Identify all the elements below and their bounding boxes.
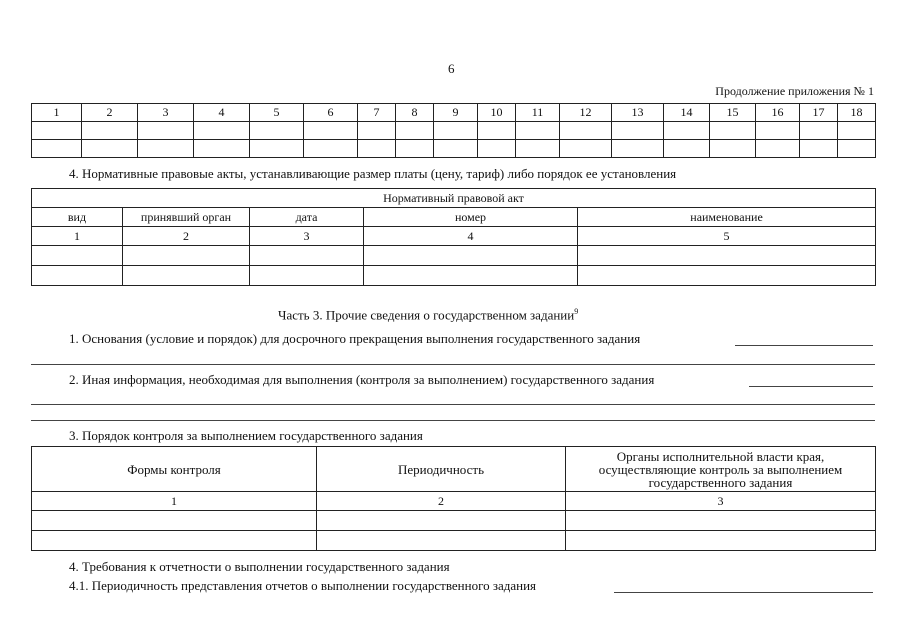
item1-line-2[interactable] xyxy=(31,364,875,365)
col-name: наименование xyxy=(578,208,876,227)
top-table-header-row xyxy=(32,104,876,122)
top-col-13: 13 xyxy=(612,104,664,122)
col-periodicity: Периодичность xyxy=(317,447,566,492)
table-row xyxy=(32,511,876,531)
col-date: дата xyxy=(250,208,364,227)
normative-acts-table xyxy=(31,188,876,286)
col-issuing-body: принявший орган xyxy=(123,208,250,227)
table-row xyxy=(32,531,876,551)
num-1: 1 xyxy=(32,227,123,246)
item2-line-3[interactable] xyxy=(31,420,875,421)
top-col-11: 11 xyxy=(516,104,560,122)
item2-text: 2. Иная информация, необходимая для выполнения (контроля за выполнением) государственного задания xyxy=(69,372,655,387)
top-col-18: 18 xyxy=(838,104,876,122)
table-row xyxy=(32,140,876,158)
item3-text: 3. Порядок контроля за выполнением государственного задания xyxy=(69,428,423,443)
top-col-16: 16 xyxy=(756,104,800,122)
ctrl-num-1: 1 xyxy=(32,492,317,511)
part3-title-text: Часть 3. Прочие сведения о государственном задании xyxy=(278,307,575,323)
table-row xyxy=(32,266,876,286)
top-col-5: 5 xyxy=(250,104,304,122)
top-col-17: 17 xyxy=(800,104,838,122)
table-row xyxy=(32,246,876,266)
appendix-note: Продолжение приложения № 1 xyxy=(715,84,874,98)
num-2: 2 xyxy=(123,227,250,246)
col-control-forms: Формы контроля xyxy=(32,447,317,492)
table-row xyxy=(32,122,876,140)
item1-text: 1. Основания (условие и порядок) для досрочного прекращения выполнения государственного задания xyxy=(69,331,641,346)
control-table xyxy=(31,446,876,551)
item1-fill-line[interactable] xyxy=(735,345,873,346)
top-col-14: 14 xyxy=(664,104,710,122)
item2-fill-line[interactable] xyxy=(749,386,873,387)
part3-footnote: 9 xyxy=(574,307,579,316)
col-control-authorities: Органы исполнительной власти края, осуществляющие контроль за выполнением государственного задания xyxy=(566,447,876,492)
top-col-7: 7 xyxy=(358,104,396,122)
part3-title xyxy=(278,307,578,323)
page-number: 6 xyxy=(448,61,455,76)
item4-1-text: 4.1. Периодичность представления отчетов о выполнении государственного задания xyxy=(69,578,537,593)
item2-line-2[interactable] xyxy=(31,404,875,405)
normative-act-group-header: Нормативный правовой акт xyxy=(32,189,876,208)
col-number: номер xyxy=(364,208,578,227)
item4-text: 4. Требования к отчетности о выполнении государственного задания xyxy=(69,559,450,574)
col-type: вид xyxy=(32,208,123,227)
top-col-6: 6 xyxy=(304,104,358,122)
ctrl-num-2: 2 xyxy=(317,492,566,511)
top-col-1: 1 xyxy=(32,104,82,122)
top-col-10: 10 xyxy=(478,104,516,122)
ctrl-num-3: 3 xyxy=(566,492,876,511)
top-table xyxy=(31,103,876,158)
top-col-15: 15 xyxy=(710,104,756,122)
top-col-3: 3 xyxy=(138,104,194,122)
item4-1-fill-line[interactable] xyxy=(614,592,873,593)
top-col-8: 8 xyxy=(396,104,434,122)
top-col-2: 2 xyxy=(82,104,138,122)
top-col-12: 12 xyxy=(560,104,612,122)
section4-title: 4. Нормативные правовые акты, устанавливающие размер платы (цену, тариф) либо порядок ее установления xyxy=(69,166,677,181)
top-col-4: 4 xyxy=(194,104,250,122)
num-4: 4 xyxy=(364,227,578,246)
top-col-9: 9 xyxy=(434,104,478,122)
num-3: 3 xyxy=(250,227,364,246)
num-5: 5 xyxy=(578,227,876,246)
